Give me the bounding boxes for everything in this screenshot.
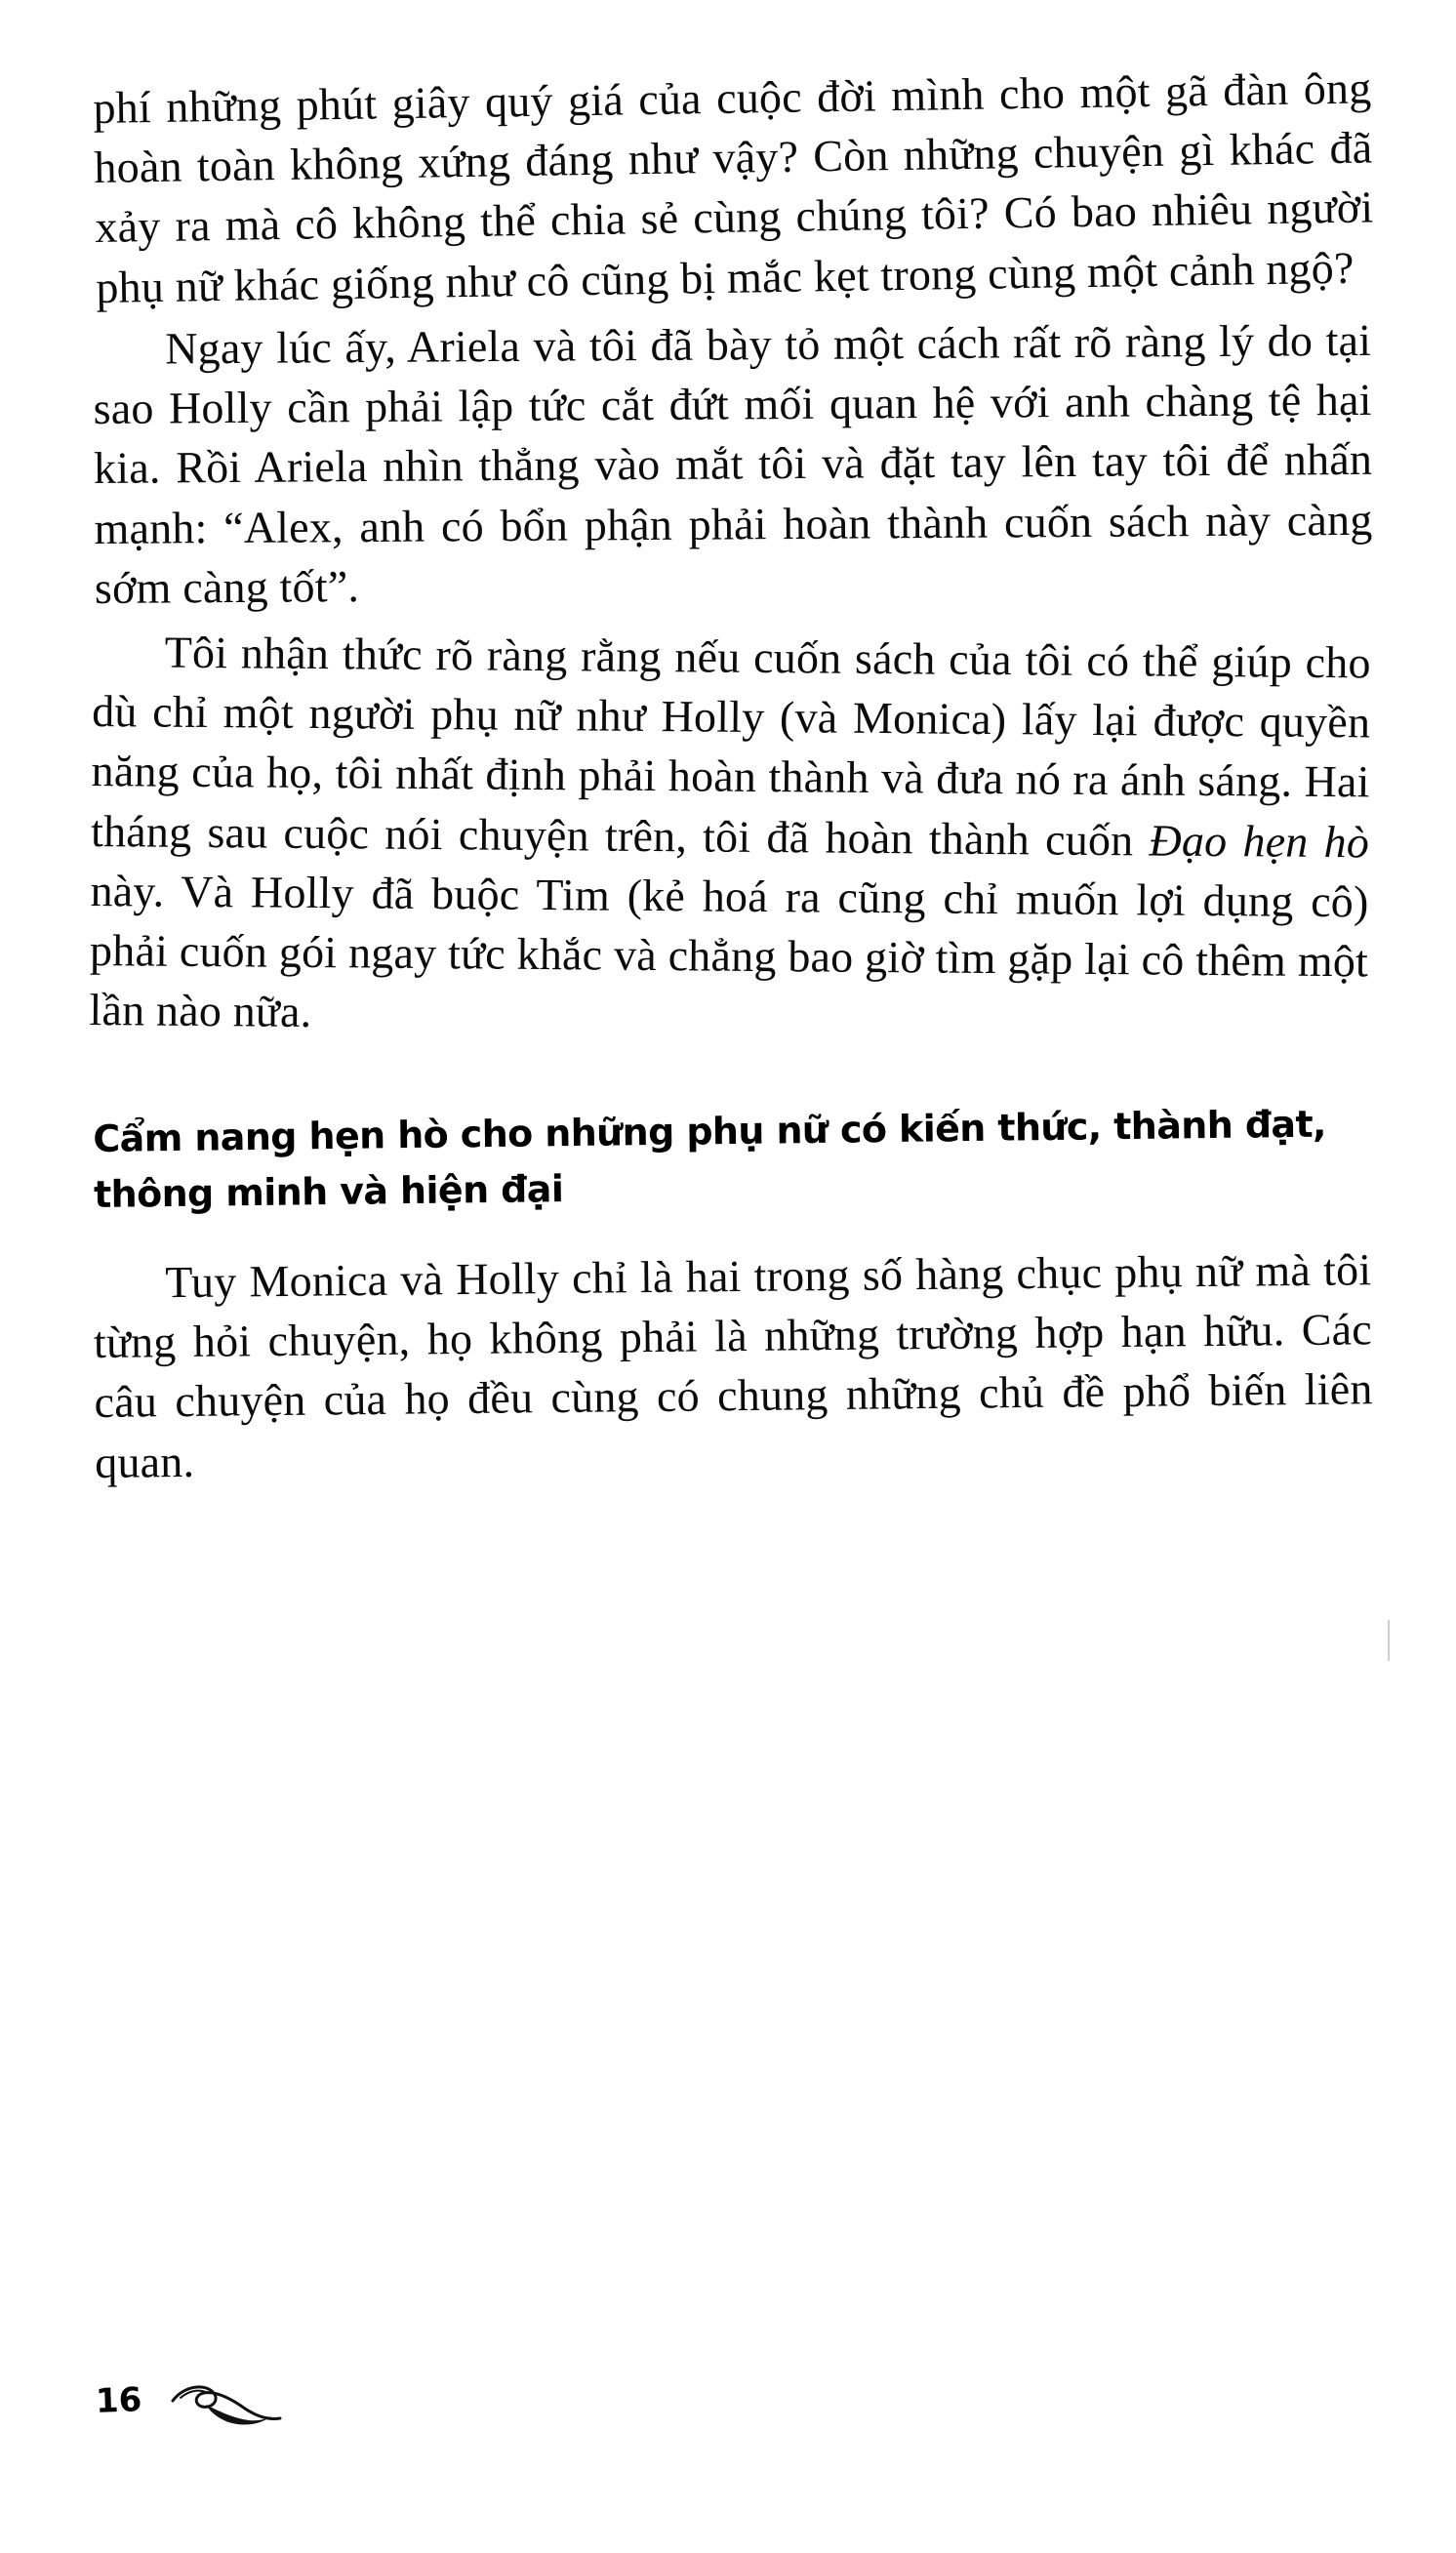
page-edge-mark: [1388, 1620, 1390, 1661]
paragraph-indent: [93, 667, 165, 668]
paragraph-indent: [93, 1298, 165, 1299]
paragraph-2-text: Ngay lúc ấy, Ariela và tôi đã bày tỏ một cách rất rõ ràng lý do tại sao Holly cần phải lập tức cắt đứt mối quan hệ với anh chàng tệ hại kia. Rồi Ariela nhìn thẳng vào mắt tôi và đặt tay lên tay tôi để nhấn mạnh: “Alex, anh có bổn phận phải hoàn thành cuốn sách này càng sớm càng tốt”.: [93, 314, 1373, 613]
page-footer: [96, 2371, 302, 2430]
flourish-ornament-icon: [155, 2371, 302, 2430]
paragraph-1: phí những phút giây quý giá của cuộc đời mình cho một gã đàn ông hoàn toàn không xứng đáng như vậy? Còn những chuyện gì khác đã xảy ra mà cô không thể chia sẻ cùng chúng tôi? Có bao nhiêu người phụ nữ khác giống như cô cũng bị mắc kẹt trong cùng một cảnh ngộ?: [93, 62, 1374, 312]
paragraph-4: [93, 1240, 1373, 1492]
paragraph-3-text-before-italic: Tôi nhận thức rõ ràng rằng nếu cuốn sách của tôi có thể giúp cho dù chỉ một người phụ nữ như Holly (và Monica) lấy lại được quyền năng của họ, tôi nhất định phải hoàn thành và đưa nó ra ánh sáng. Hai tháng sau cuộc nói chuyện trên, tôi đã hoàn thành cuốn: [90, 627, 1371, 865]
paragraph-3: [89, 622, 1371, 1051]
page-body: [89, 62, 1374, 1492]
book-title-italic: Đạo hẹn hò: [1149, 814, 1370, 867]
paragraph-indent: [93, 363, 165, 364]
page-number: 16: [95, 2380, 143, 2421]
paragraph-3-text-after-italic: này. Và Holly đã buộc Tim (kẻ hoá ra cũng chỉ muốn lợi dụng cô) phải cuốn gói ngay tức khắc và chẳng bao giờ tìm gặp lại cô thêm một lần nào nữa.: [89, 865, 1369, 1036]
section-subheading: Cẩm nang hẹn hò cho những phụ nữ có kiến thức, thành đạt, thông minh và hiện đại: [93, 1102, 1327, 1216]
paragraph-4-text: Tuy Monica và Holly chỉ là hai trong số hàng chục phụ nữ mà tôi từng hỏi chuyện, họ không phải là những trường hợp hạn hữu. Các câu chuyện của họ đều cùng có chung những chủ đề phổ biến liên quan.: [93, 1244, 1373, 1487]
paragraph-2: [93, 310, 1373, 618]
